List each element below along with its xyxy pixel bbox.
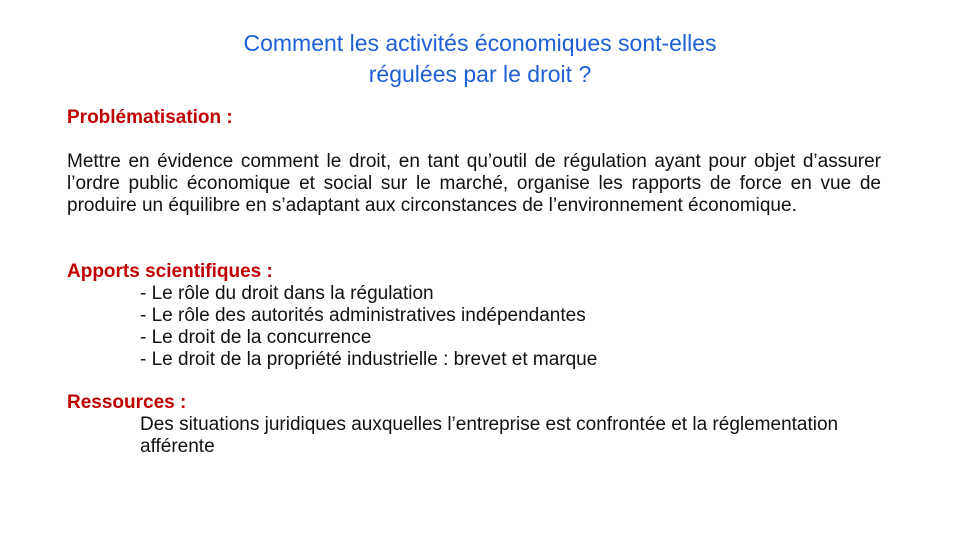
list-item: - Le rôle des autorités administratives indépendantes [140,305,586,326]
slide-title-line-2: régulées par le droit ? [368,61,592,87]
apports-list [67,283,597,371]
ressources-text: Des situations juridiques auxquelles l’entreprise est confrontée et la réglementation afférente [140,414,839,457]
apports-heading: Apports scientifiques : [67,261,273,282]
problematisation-heading: Problématisation : [67,107,233,128]
ressources-heading: Ressources : [67,392,187,413]
problematisation-text: Mettre en évidence comment le droit, en tant qu’outil de régulation ayant pour objet d’assurer l’ordre public économique et social sur le marché, organise les rapports de force en vue de produire un équilibre en s’adaptant aux circonstances de l’environnement économique. [67,151,881,216]
list-item: - Le droit de la concurrence [140,327,372,348]
list-item: - Le droit de la propriété industrielle : brevet et marque [140,349,598,370]
list-item: - Le rôle du droit dans la régulation [140,283,434,304]
slide-title-line-1: Comment les activités économiques sont-elles [243,30,717,56]
slide-title [120,28,840,90]
